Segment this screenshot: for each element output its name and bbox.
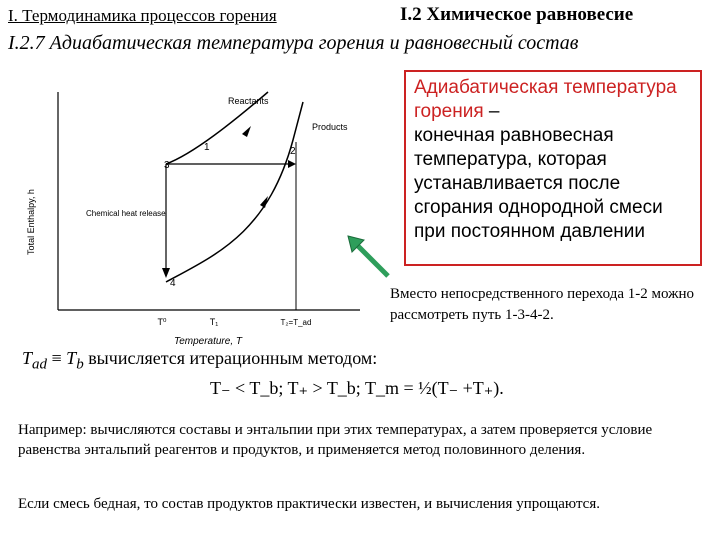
method-text: вычисляется итерационным методом:	[83, 348, 378, 368]
products-label: Products	[312, 122, 348, 132]
xtick-t1: T₁	[209, 317, 219, 327]
alternative-path-note: Вместо непосредственного перехода 1-2 можно рассмотреть путь 1-3-4-2.	[390, 286, 695, 323]
reactants-label: Reactants	[228, 96, 269, 106]
products-curve	[166, 102, 303, 282]
path-1-2-arrowhead	[288, 160, 296, 168]
definition-body: конечная равновесная температура, которая устанавливается после сгорания однородной смеси при постоянном давлении	[414, 125, 663, 242]
point-3-label: 3	[164, 160, 170, 171]
definition-dash: –	[483, 101, 500, 122]
heat-release-label: Chemical heat release	[86, 209, 166, 218]
slide-subtitle: I.2.7 Адиабатическая температура горения и равновесный состав	[8, 32, 579, 54]
xtick-t0: T⁰	[157, 317, 167, 327]
path-3-4-arrowhead	[162, 268, 170, 278]
definition-box	[404, 70, 702, 266]
t-ad-symbol: T	[22, 348, 33, 368]
t-ad-subscript: ad	[32, 356, 48, 373]
bisection-formula: T₋ < T_b; T₊ > T_b; T_m = ½(T₋ +T₊).	[210, 378, 504, 398]
enthalpy-temperature-figure	[18, 82, 368, 352]
xtick-t2: T₂=T_ad	[280, 318, 312, 327]
x-axis-label: Temperature, T	[174, 336, 242, 347]
point-1-label: 1	[204, 142, 210, 153]
definition-title: Адиабатическая температура горения	[414, 77, 677, 122]
t-b-subscript: b	[76, 356, 84, 373]
section-header: I. Термодинамика процессов горения	[8, 6, 277, 25]
point-2-label: 2	[290, 146, 296, 157]
t-b-symbol: T	[66, 348, 77, 368]
pointer-arrow	[340, 228, 400, 288]
method-line	[22, 348, 377, 374]
equiv-sign: ≡	[47, 348, 67, 368]
point-4-label: 4	[170, 278, 176, 289]
reactants-arrowhead	[242, 126, 251, 137]
example-paragraph: Например: вычисляются составы и энтальпии при этих температурах, а затем проверяется условие равенства энтальпий реагентов и продуктов, и применяется метод половинного деления.	[18, 422, 653, 458]
lean-mixture-paragraph: Если смесь бедная, то состав продуктов практически известен, и вычисления упрощаются.	[18, 496, 600, 512]
y-axis-label: Total Enthalpy, h	[26, 189, 36, 255]
topic-header: I.2 Химическое равновесие	[400, 4, 634, 25]
